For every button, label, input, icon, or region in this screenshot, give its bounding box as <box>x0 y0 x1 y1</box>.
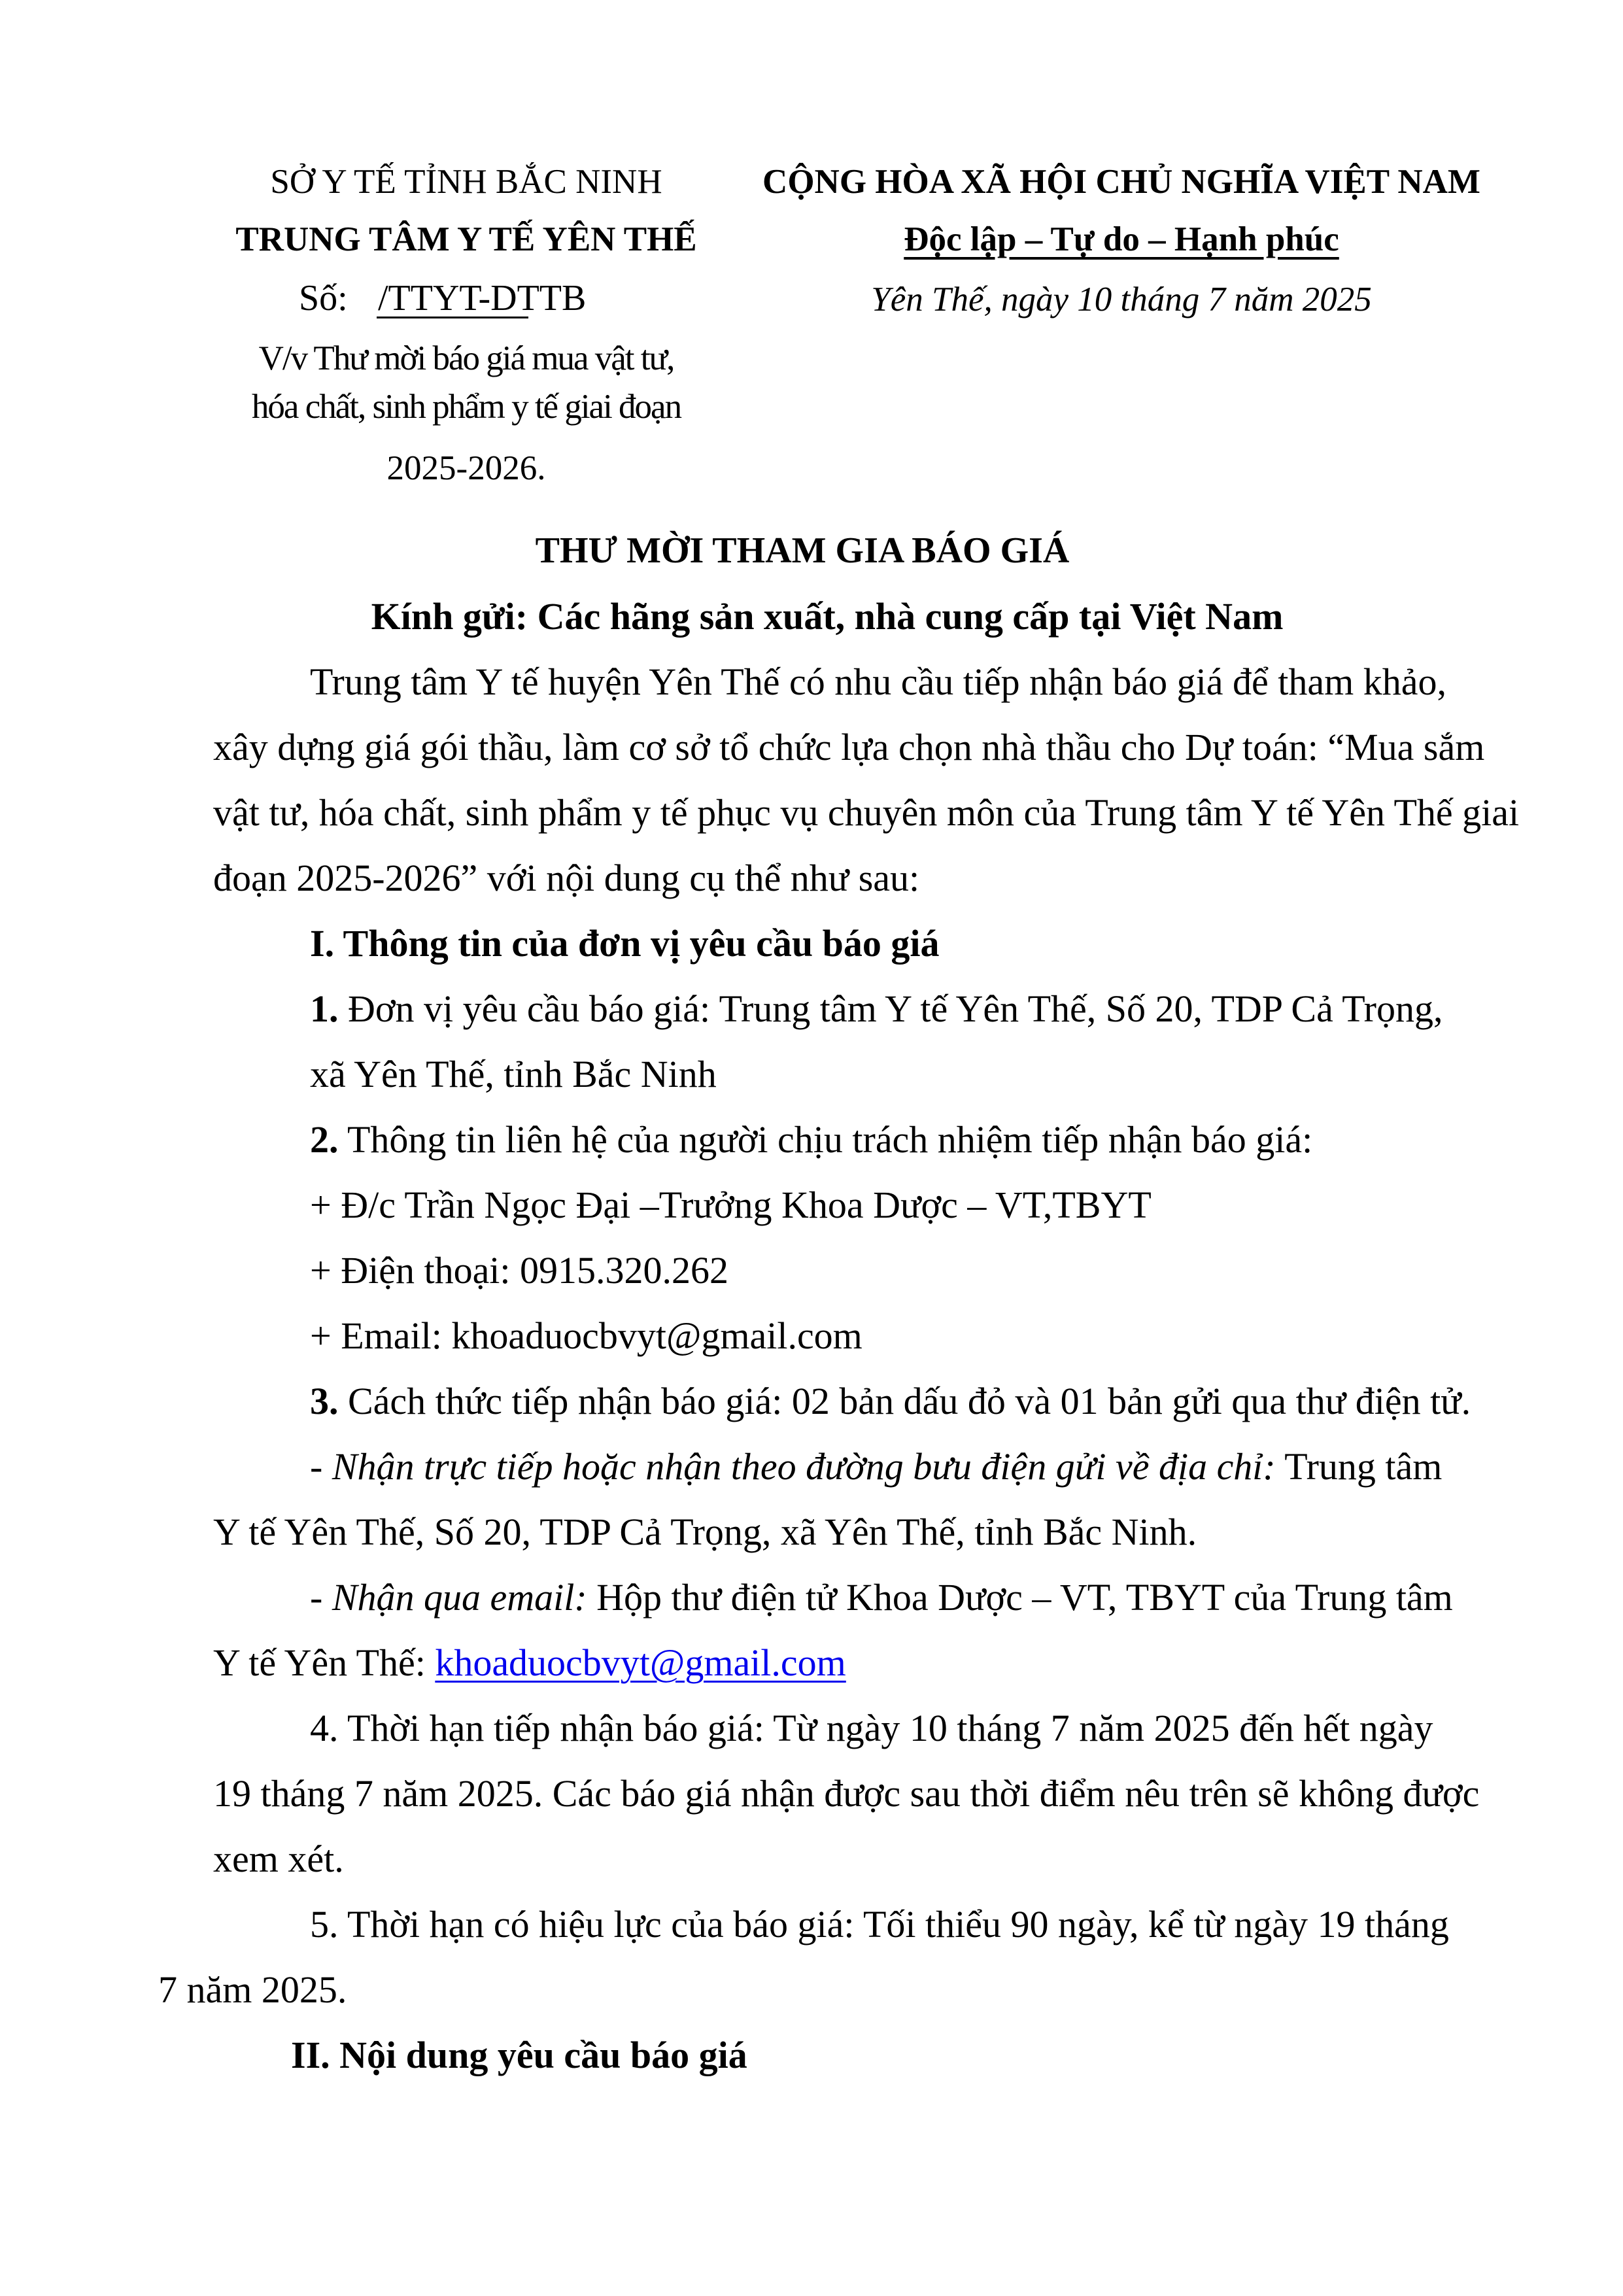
item-2-line-1 <box>310 1118 1313 1161</box>
department-name: SỞ Y TẾ TỈNH BẮC NINH <box>270 163 662 201</box>
document-number-label: Số: <box>299 278 348 318</box>
contact-person: + Đ/c Trần Ngọc Đại –Trưởng Khoa Dược – VT,TBYT <box>310 1184 1152 1226</box>
section-2-heading: II. Nội dung yêu cầu báo giá <box>291 2034 747 2076</box>
email-delivery-tail: Hộp thư điện tử Khoa Dược – VT, TBYT của Trung tâm <box>596 1576 1453 1619</box>
email-delivery-label: - Nhận qua email: <box>310 1576 587 1619</box>
email-delivery-prefix: Y tế Yên Thế: <box>213 1641 426 1684</box>
subject-line-3: 2025-2026. <box>386 449 546 487</box>
document-number-underline <box>377 317 528 318</box>
document-number-value: /TTYT-DTTB <box>378 278 587 318</box>
item-1-line-1 <box>310 987 1443 1030</box>
item-5-line-1: 5. Thời hạn có hiệu lực của báo giá: Tối thiểu 90 ngày, kể từ ngày 19 tháng <box>310 1903 1449 1945</box>
national-motto: Độc lập – Tự do – Hạnh phúc <box>904 220 1339 258</box>
item-3-number: 3. <box>310 1380 339 1422</box>
organization-name: TRUNG TÂM Y TẾ YÊN THẾ <box>235 220 697 258</box>
contact-phone: + Điện thoại: 0915.320.262 <box>310 1249 729 1292</box>
direct-delivery-label: - Nhận trực tiếp hoặc nhận theo đường bưu điện gửi về địa chỉ: <box>310 1445 1276 1488</box>
email-delivery-line-2 <box>213 1641 846 1684</box>
item-2-number: 2. <box>310 1118 339 1161</box>
item-4-line-2: 19 tháng 7 năm 2025. Các báo giá nhận được sau thời điểm nêu trên sẽ không được <box>213 1772 1480 1815</box>
intro-line-3: vật tư, hóa chất, sinh phẩm y tế phục vụ chuyên môn của Trung tâm Y tế Yên Thế giai <box>213 791 1520 834</box>
item-1-line-2: xã Yên Thế, tỉnh Bắc Ninh <box>310 1053 717 1095</box>
item-1-number: 1. <box>310 987 339 1030</box>
country-name: CỘNG HÒA XÃ HỘI CHỦ NGHĨA VIỆT NAM <box>762 163 1480 201</box>
direct-delivery-line-2: Y tế Yên Thế, Số 20, TDP Cả Trọng, xã Yên Thế, tỉnh Bắc Ninh. <box>213 1511 1197 1553</box>
subject-line-2: hóa chất, sinh phẩm y tế giai đoạn <box>251 388 681 426</box>
place-date: Yên Thế, ngày 10 tháng 7 năm 2025 <box>871 281 1372 318</box>
intro-line-2: xây dựng giá gói thầu, làm cơ sở tổ chức lựa chọn nhà thầu cho Dự toán: “Mua sắm <box>213 726 1485 768</box>
item-4-line-3: xem xét. <box>213 1838 344 1880</box>
item-4-line-1: 4. Thời hạn tiếp nhận báo giá: Từ ngày 10 tháng 7 năm 2025 đến hết ngày <box>310 1707 1433 1749</box>
intro-line-1: Trung tâm Y tế huyện Yên Thế có nhu cầu tiếp nhận báo giá để tham khảo, <box>310 660 1446 703</box>
item-3-text: Cách thức tiếp nhận báo giá: 02 bản dấu đỏ và 01 bản gửi qua thư điện tử. <box>348 1380 1471 1422</box>
recipient-line: Kính gửi: Các hãng sản xuất, nhà cung cấp tại Việt Nam <box>371 595 1284 638</box>
item-5-line-2: 7 năm 2025. <box>158 1968 347 2011</box>
email-delivery-line-1 <box>310 1576 1453 1619</box>
item-1-text: Đơn vị yêu cầu báo giá: Trung tâm Y tế Yên Thế, Số 20, TDP Cả Trọng, <box>348 987 1443 1030</box>
letter-title: THƯ MỜI THAM GIA BÁO GIÁ <box>535 530 1070 571</box>
subject-line-1: V/v Thư mời báo giá mua vật tư, <box>258 339 674 377</box>
intro-line-4: đoạn 2025-2026” với nội dung cụ thể như sau: <box>213 857 920 899</box>
email-link[interactable]: khoaduocbvyt@gmail.com <box>435 1641 846 1684</box>
direct-delivery-tail: Trung tâm <box>1284 1445 1443 1488</box>
direct-delivery-line-1 <box>310 1445 1443 1488</box>
item-3-line-1 <box>310 1382 1471 1420</box>
item-2-text: Thông tin liên hệ của người chịu trách nhiệm tiếp nhận báo giá: <box>347 1118 1313 1161</box>
section-1-heading: I. Thông tin của đơn vị yêu cầu báo giá <box>310 922 940 965</box>
contact-email: + Email: khoaduocbvyt@gmail.com <box>310 1314 863 1357</box>
